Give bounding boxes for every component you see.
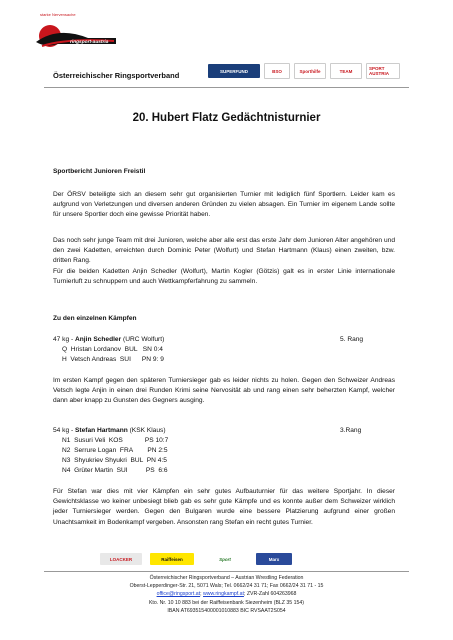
report-heading: Sportbericht Junioren Freistil: [53, 168, 146, 175]
footer-logo-loacker: LOACKER: [100, 553, 142, 565]
report-paragraph-3: Für die beiden Kadetten Anjin Schedler (Wolfurt), Martin Kogler (Götzis) galt es in erster Linie internationale Turnierluft zu schnuppern und auch Wettkampferfahrung zu sammeln.: [53, 268, 395, 286]
fights-heading: Zu den einzelnen Kämpfen: [53, 315, 137, 322]
bout-2-rank: 3.Rang: [340, 427, 362, 434]
bout-1-rank: 5. Rang: [340, 336, 364, 343]
logo-tagline: starke Nervensache: [40, 12, 76, 17]
bout-2-report: Für Stefan war dies mit vier Kämpfen ein sehr gutes Aufbauturnier für das weitere Sportjahr. In dieser Gewichtsklasse wo keiner unbesiegt blieb gab es sehr gute Kämpfe und es konnte außer dem Schweizer wirklich jeder Turniersieger werden. Gegen den Bulgaren wurde eine bessere Platzierung aufgrund einer großen Unachtsamkeit im Bodenkampf vergeben. Ansonsten rang Stefan ein recht gutes Turnier.: [53, 488, 395, 526]
report-paragraph-1: Der ÖRSV beteiligte sich an diesem sehr gut organisierten Turnier mit lediglich fünf Sportlern. Leider kam es aufgrund von Verletzungen und diversen anderen Gründen zu vielen absagen. Ein Turnier im eigenem Lande sollte für unsere Sportler doch eine gewisse Priorität haben.: [53, 191, 395, 219]
bout-2-header: [53, 426, 395, 436]
sponsor-logo-superfund: SUPERFUND: [208, 64, 260, 78]
sponsor-logo-sport-austria: SPORT AUSTRIA: [366, 63, 400, 79]
sponsor-logo-team: TEAM: [330, 63, 362, 79]
footer-line-3: [0, 590, 453, 598]
report-paragraph-2: Das noch sehr junge Team mit drei Junioren, welche aber alle erst das erste Jahr dem Junioren Alter angehören und den zwei Kadetten, erreichten durch Dominic Peter (Wolfurt) und Stefan Hartmann (Klaus) einen zweiten, bzw. dritten Rang.: [53, 237, 395, 265]
bout-2-result: N1 Susuri Veli KOS PS 10:7: [62, 437, 169, 444]
bout-2-result: N2 Serrure Logan FRA PN 2:5: [62, 447, 168, 454]
bout-1-athlete: Anjin Schedler: [75, 336, 122, 343]
bout-1-result: H Vetsch Andreas SUI PN 9: 9: [62, 356, 164, 363]
footer-web-link[interactable]: www.ringkampf.at: [203, 591, 244, 598]
bout-2-result: N3 Shyukriev Shyukri BUL PN 4:5: [62, 457, 167, 464]
footer-logos: [100, 553, 292, 565]
bout-2-athlete: Stefan Hartmann: [75, 427, 128, 434]
bout-1-report: Im ersten Kampf gegen den späteren Turniersieger gab es leider nichts zu holen. Gegen den Schweizer Andreas Vetsch legte Anjin in einen drei Runden Krimi seine Nervosität ab und rang einen sehr beherzten Kampf, welcher dann aber knapp zu Gunsten des Gegners ausging.: [53, 377, 395, 405]
header-divider: [44, 87, 409, 88]
sponsor-logo-sporthilfe: Sporthilfe: [294, 63, 326, 79]
sponsor-logo-bso: BSO: [264, 63, 290, 79]
footer-separator: ;: [200, 591, 203, 598]
logo-brand: ringsport-austria: [70, 40, 109, 45]
bout-1-result: Q Hristan Lordanov BUL SN 0:4: [62, 346, 163, 353]
footer-line-1: Österreichischer Ringsportverband – Austrian Wrestling Federation: [149, 575, 304, 581]
footer-address: [0, 574, 453, 615]
org-name: Österreichischer Ringsportverband: [53, 71, 180, 80]
footer-divider: [44, 571, 409, 572]
bout-1-header: [53, 335, 395, 345]
footer-logo-raiffeisen: Raiffeisen: [150, 553, 194, 565]
footer-line-2: Oberst-Lepperdinger-Str. 21, 5071 Wals; Tel. 0662/24 31 71; Fax 0662/24 31 71 - 15: [129, 583, 324, 590]
footer-line-4: Kto. Nr. 10 10 883 bei der Raiffeisenbank Siezenheim (BLZ 35 154): [148, 599, 305, 606]
footer-email-link[interactable]: office@ringsport.at: [156, 591, 201, 598]
footer-zvr: ; ZVR-Zahl 604263968: [243, 591, 297, 598]
bout-2-club: (KSK Klaus): [127, 427, 166, 434]
page-title: 20. Hubert Flatz Gedächtnisturnier: [132, 112, 321, 124]
bout-1-weight: 47 kg -: [53, 336, 75, 343]
footer-line-5: IBAN AT693515400001010883 BIC RVSAAT2S054: [167, 607, 286, 614]
bout-2-result: N4 Grüter Martin SUI PS 6:6: [62, 467, 168, 474]
sponsor-logos: [208, 63, 400, 79]
bout-2-weight: 54 kg -: [53, 427, 75, 434]
footer-logo-marx: Marx: [256, 553, 292, 565]
bout-1-club: (URC Wolfurt): [121, 336, 165, 343]
footer-logo-sport: Sport: [202, 553, 248, 565]
